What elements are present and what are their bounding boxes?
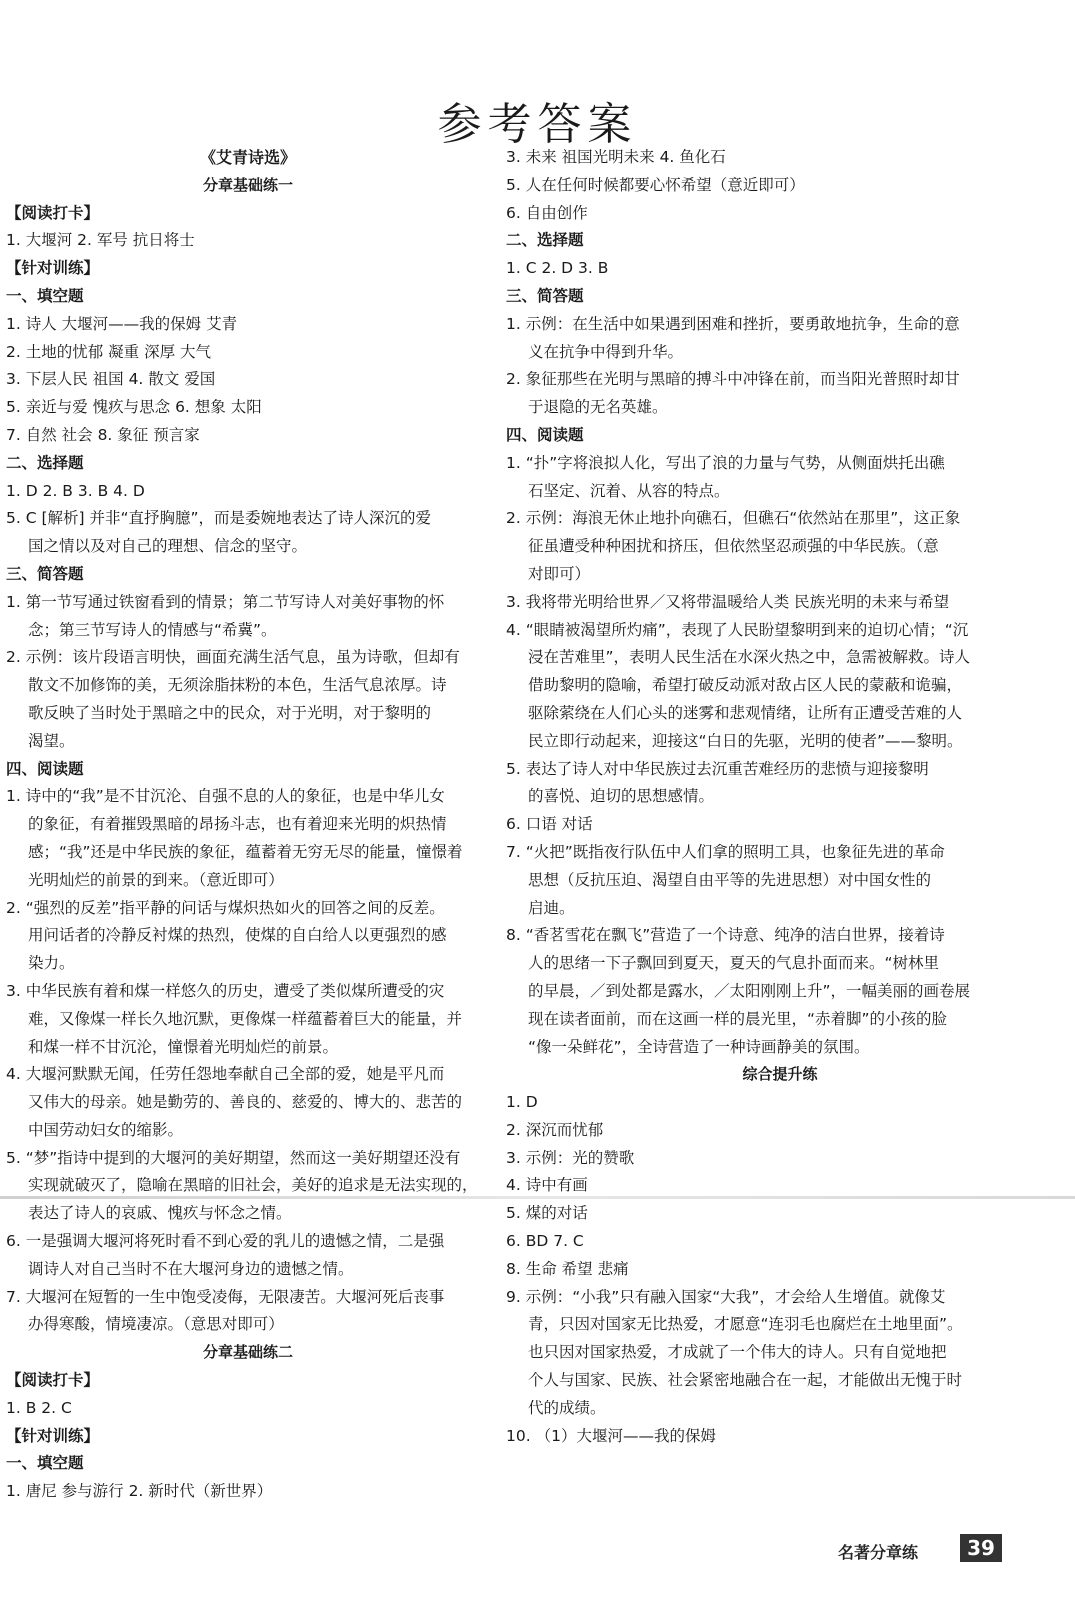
answer-continuation: 现在读者面前，而在这画一样的晨光里，“赤着脚”的小孩的脸	[528, 1009, 948, 1028]
answer-continuation: 石坚定、沉着、从容的特点。	[528, 481, 730, 500]
answer-continuation: 染力。	[28, 954, 75, 973]
answer-continuation: 中国劳动妇女的缩影。	[28, 1120, 184, 1139]
answer-continuation: 于退隐的无名英雄。	[528, 398, 668, 417]
question-type-heading: 三、简答题	[6, 564, 84, 583]
answer-continuation: 民立即行动起来，迎接这“白日的先驱，光明的使者”——黎明。	[528, 731, 963, 750]
answer-continuation: 个人与国家、民族、社会紧密地融合在一起，才能做出无愧于时	[528, 1371, 963, 1390]
answer-continuation: 表达了诗人的哀戚、愧疚与怀念之情。	[28, 1204, 292, 1223]
answer-continuation: 借助黎明的隐喻，希望打破反动派对敌占区人民的蒙蔽和诡骗，	[528, 676, 963, 695]
answer-continuation: 用问话者的冷静反衬煤的热烈，使煤的自白给人以更强烈的感	[28, 926, 447, 945]
answer-continuation: 散文不加修饰的美，无须涂脂抹粉的本色，生活气息浓厚。诗	[28, 676, 447, 695]
answer-line: 1. 示例：在生活中如果遇到困难和挫折，要勇敢地抗争，生命的意	[506, 314, 960, 333]
answer-line: 1. 第一节写通过铁窗看到的情景；第二节写诗人对美好事物的怀	[6, 592, 445, 611]
answer-line: 3. 下层人民 祖国 4. 散文 爱国	[6, 370, 216, 389]
answer-line: 1. “扑”字将浪拟人化，写出了浪的力量与气势，从侧面烘托出礁	[506, 453, 945, 472]
right-column	[506, 144, 1054, 1450]
answer-continuation: 浸在苦难里”，表明人民生活在水深火热之中，急需被解救。诗人	[528, 648, 971, 667]
answer-continuation: 的喜悦、迫切的思想感情。	[528, 787, 715, 806]
answer-line: 10. （1）大堰河——我的保姆	[506, 1426, 716, 1445]
subsection-label: 【针对训练】	[6, 259, 100, 278]
answer-line: 5. C [解析] 并非“直抒胸臆”，而是委婉地表达了诗人深沉的爱	[6, 509, 432, 528]
question-type-heading: 四、阅读题	[506, 425, 584, 444]
book-title: 《艾青诗选》	[199, 148, 296, 167]
answer-continuation: 征虽遭受种种困扰和挤压，但依然坚忍顽强的中华民族。（意	[528, 537, 939, 556]
footer-book-label: 名著分章练	[838, 1543, 919, 1562]
answer-line: 4. “眼睛被渴望所灼痛”，表现了人民盼望黎明到来的迫切心情；“沉	[506, 620, 969, 639]
answer-line: 3. 我将带光明给世界／又将带温暖给人类 民族光明的未来与希望	[506, 592, 950, 611]
answer-continuation: 和煤一样不甘沉沦，憧憬着光明灿烂的前景。	[28, 1037, 339, 1056]
answer-line: 5. 亲近与爱 愧疚与思念 6. 想象 太阳	[6, 398, 262, 417]
answer-continuation: 歌反映了当时处于黑暗之中的民众，对于光明，对于黎明的	[28, 703, 432, 722]
answer-line: 1. D 2. B 3. B 4. D	[6, 481, 145, 500]
section-title: 分章基础练一	[202, 175, 293, 194]
answer-line: 5. 表达了诗人对中华民族过去沉重苦难经历的悲愤与迎接黎明	[506, 759, 929, 778]
answer-continuation: 国之情以及对自己的理想、信念的坚守。	[28, 537, 308, 556]
question-type-heading: 一、填空题	[6, 286, 84, 305]
page-title: 参考答案	[437, 99, 638, 150]
answer-line: 1. 唐尼 参与游行 2. 新时代（新世界）	[6, 1482, 273, 1501]
answer-continuation: “像一朵鲜花”，全诗营造了一种诗画静美的氛围。	[528, 1037, 870, 1056]
answer-line: 7. “火把”既指夜行队伍中人们拿的照明工具，也象征先进的革命	[506, 842, 945, 861]
answer-line: 1. 大堰河 2. 军号 抗日将士	[6, 231, 195, 250]
answer-line: 8. 生命 希望 悲痛	[506, 1259, 629, 1278]
subsection-label: 【针对训练】	[6, 1426, 100, 1445]
answer-continuation: 的象征，有着摧毁黑暗的昂扬斗志，也有着迎来光明的炽热情	[28, 815, 447, 834]
answer-line: 1. 诗人 大堰河——我的保姆 艾青	[6, 314, 238, 333]
question-type-heading: 二、选择题	[6, 453, 84, 472]
answer-continuation: 代的成绩。	[528, 1398, 606, 1417]
answer-line: 6. 一是强调大堰河将死时看不到心爱的乳儿的遗憾之情，二是强	[6, 1232, 445, 1251]
subsection-label: 【阅读打卡】	[6, 1371, 100, 1390]
answer-line: 1. C 2. D 3. B	[506, 259, 609, 278]
answer-continuation: 光明灿烂的前景的到来。（意近即可）	[28, 870, 284, 889]
scan-artifact-line	[0, 1196, 1075, 1199]
page-number: 39	[960, 1534, 1002, 1562]
answer-line: 7. 自然 社会 8. 象征 预言家	[6, 425, 200, 444]
answer-line: 2. 深沉而忧郁	[506, 1120, 604, 1139]
answer-line: 3. 示例：光的赞歌	[506, 1148, 635, 1167]
answer-line: 5. 人在任何时候都要心怀希望（意近即可）	[506, 175, 805, 194]
answer-continuation: 念；第三节写诗人的情感与“希冀”。	[28, 620, 277, 639]
answer-continuation: 思想（反抗压迫、渴望自由平等的先进思想）对中国女性的	[528, 870, 932, 889]
answer-continuation: 又伟大的母亲。她是勤劳的、善良的、慈爱的、博大的、悲苦的	[28, 1093, 463, 1112]
answer-line: 2. 示例：海浪无休止地扑向礁石，但礁石“依然站在那里”，这正象	[506, 509, 961, 528]
answer-continuation: 义在抗争中得到升华。	[528, 342, 684, 361]
answer-continuation: 驱除萦绕在人们心头的迷雾和悲观情绪，让所有正遭受苦难的人	[528, 703, 963, 722]
left-column	[6, 144, 490, 1506]
answer-line: 8. “香茗雪花在飘飞”营造了一个诗意、纯净的洁白世界，接着诗	[506, 926, 945, 945]
answer-continuation: 启迪。	[528, 898, 575, 917]
answer-line: 1. B 2. C	[6, 1398, 72, 1417]
answer-continuation: 调诗人对自己当时不在大堰河身边的遗憾之情。	[28, 1259, 354, 1278]
answer-line: 6. BD 7. C	[506, 1232, 584, 1251]
answer-continuation: 青，只因对国家无比热爱，才愿意“连羽毛也腐烂在土地里面”。	[528, 1315, 963, 1334]
answer-line: 9. 示例：“小我”只有融入国家“大我”，才会给人生增值。就像艾	[506, 1287, 946, 1306]
answer-continuation: 对即可）	[528, 564, 591, 583]
question-type-heading: 一、填空题	[6, 1454, 84, 1473]
answer-line: 2. 土地的忧郁 凝重 深厚 大气	[6, 342, 211, 361]
answer-line: 4. 诗中有画	[506, 1176, 588, 1195]
answer-continuation: 实现就破灭了，隐喻在黑暗的旧社会，美好的追求是无法实现的，	[28, 1176, 478, 1195]
answer-line: 6. 口语 对话	[506, 815, 593, 834]
answer-line: 3. 中华民族有着和煤一样悠久的历史，遭受了类似煤所遭受的灾	[6, 981, 445, 1000]
answer-continuation: 感；“我”还是中华民族的象征，蕴蓄着无穷无尽的能量，憧憬着	[28, 842, 463, 861]
answer-line: 3. 未来 祖国光明未来 4. 鱼化石	[506, 148, 726, 166]
answer-line: 2. 示例：该片段语言明快，画面充满生活气息，虽为诗歌，但却有	[6, 648, 460, 667]
section-title: 综合提升练	[742, 1065, 818, 1084]
answer-continuation: 人的思绪一下子飘回到夏天，夏天的气息扑面而来。“树林里	[528, 954, 940, 973]
answer-line: 2. “强烈的反差”指平静的问话与煤炽热如火的回答之间的反差。	[6, 898, 445, 917]
answer-line: 6. 自由创作	[506, 203, 588, 222]
answer-line: 2. 象征那些在光明与黑暗的搏斗中冲锋在前，而当阳光普照时却甘	[506, 370, 960, 389]
answer-continuation: 难，又像煤一样长久地沉默，更像煤一样蕴蓄着巨大的能量，并	[28, 1009, 463, 1028]
answer-line: 1. D	[506, 1093, 538, 1112]
answer-line: 5. 煤的对话	[506, 1204, 588, 1223]
answer-continuation: 的早晨，／到处都是露水，／太阳刚刚上升”，一幅美丽的画卷展	[528, 981, 971, 1000]
answer-line: 1. 诗中的“我”是不甘沉沦、自强不息的人的象征，也是中华儿女	[6, 787, 445, 806]
answer-continuation: 也只因对国家热爱，才成就了一个伟大的诗人。只有自觉地把	[528, 1343, 947, 1362]
answer-line: 5. “梦”指诗中提到的大堰河的美好期望，然而这一美好期望还没有	[6, 1148, 461, 1167]
subsection-label: 【阅读打卡】	[6, 203, 100, 222]
answer-continuation: 办得寒酸，情境凄凉。（意思对即可）	[28, 1315, 284, 1334]
section-title: 分章基础练二	[202, 1343, 293, 1362]
question-type-heading: 二、选择题	[506, 231, 584, 250]
answer-line: 4. 大堰河默默无闻，任劳任怨地奉献自己全部的爱，她是平凡而	[6, 1065, 445, 1084]
question-type-heading: 三、简答题	[506, 286, 584, 305]
answer-line: 7. 大堰河在短暂的一生中饱受凌侮，无限凄苦。大堰河死后丧事	[6, 1287, 445, 1306]
question-type-heading: 四、阅读题	[6, 759, 84, 778]
answer-continuation: 渴望。	[28, 731, 75, 750]
